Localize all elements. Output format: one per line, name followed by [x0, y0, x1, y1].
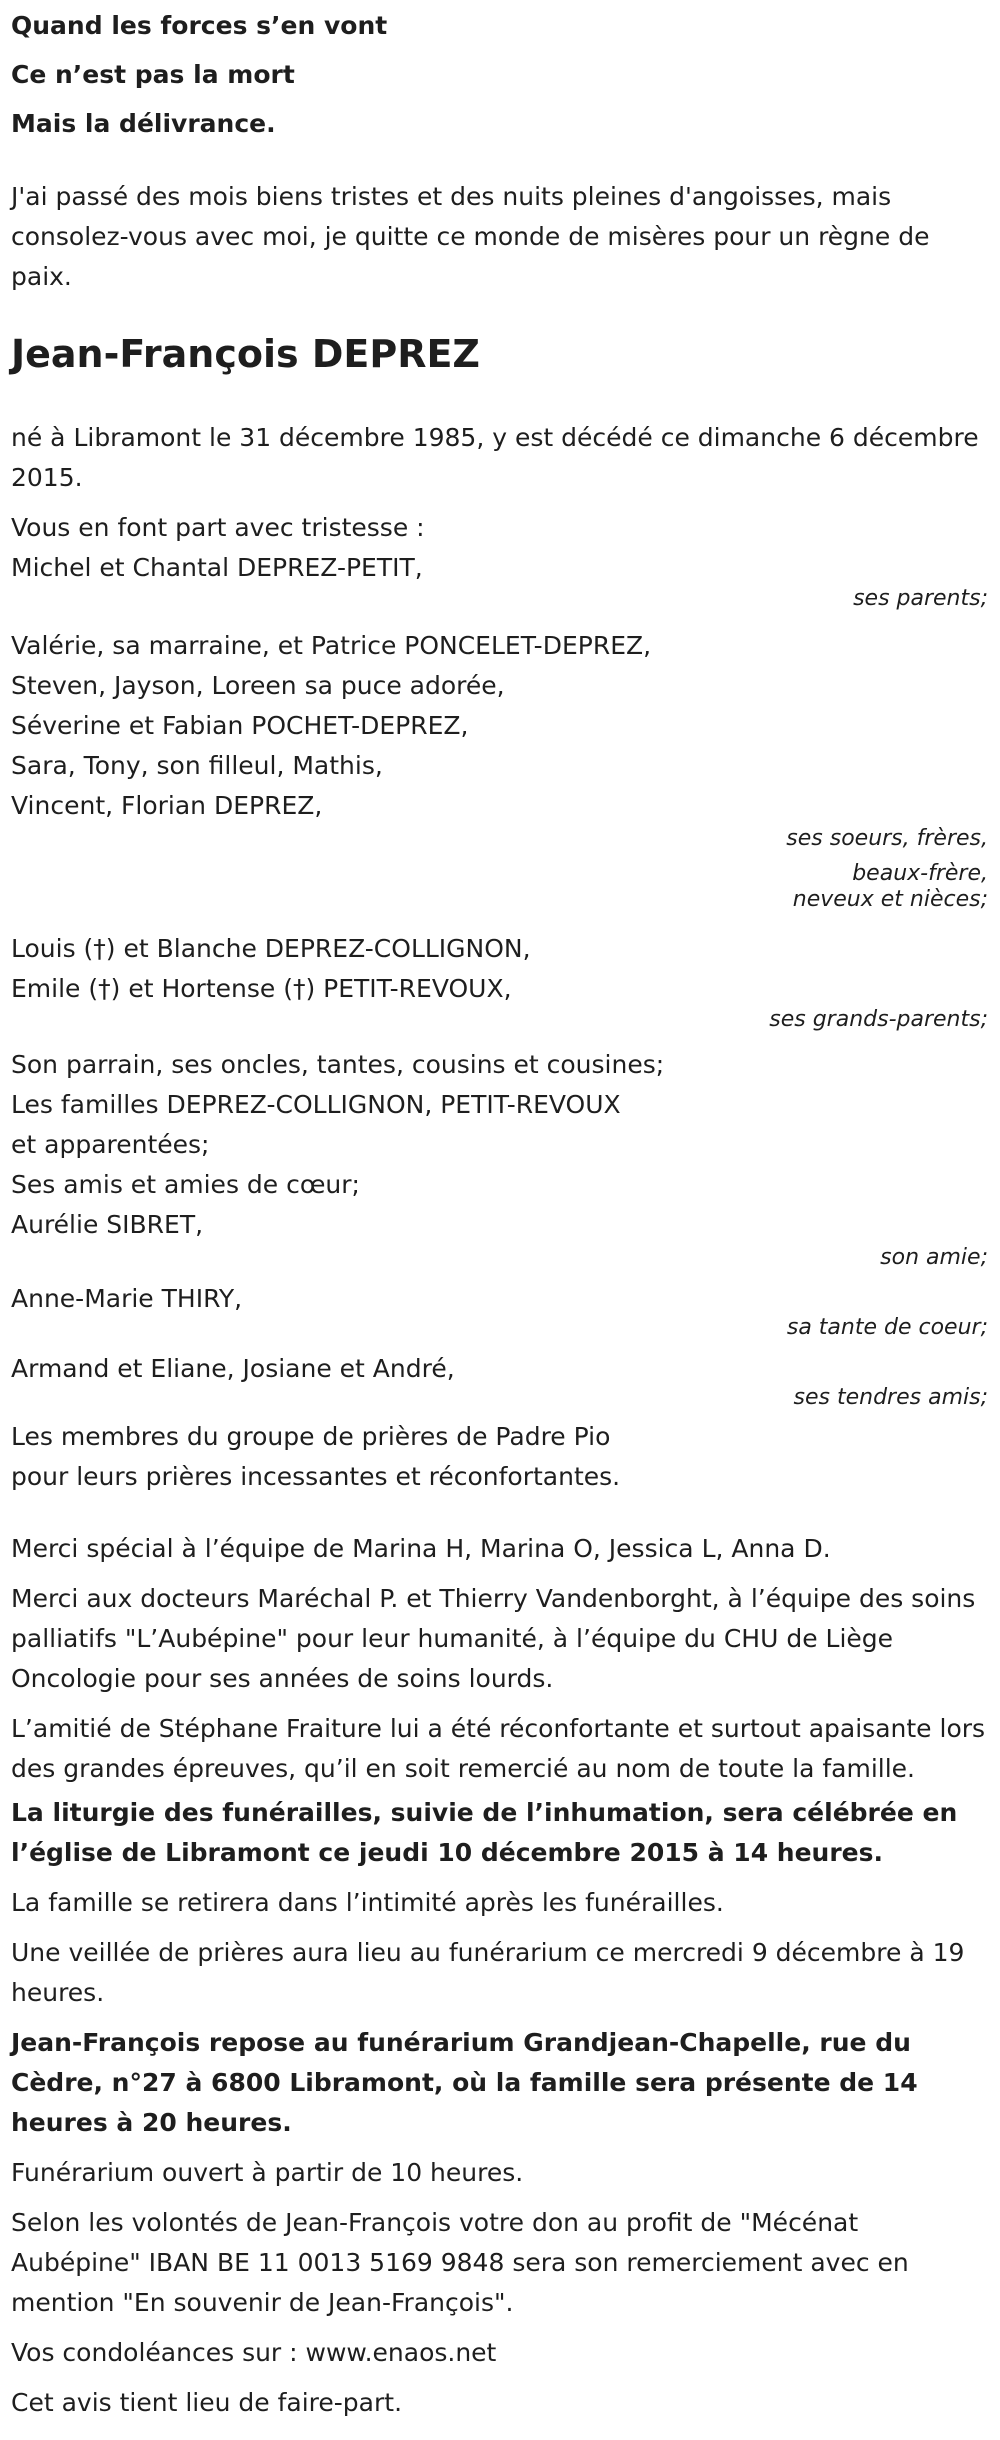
list-item: pour leurs prières incessantes et réconfortantes.	[11, 1462, 621, 1491]
verse-line: Ce n’est pas la mort	[11, 60, 295, 89]
aunt-relation: sa tante de coeur;	[786, 1315, 988, 1340]
thanks-doctors: Merci aux docteurs Maréchal P. et Thierry Vandenborght, à l’équipe des soins palliatifs "L’Aubépine" pour leur humanité, à l’équipe du CHU de Liège Oncologie pour ses années de soins lourds.	[11, 1584, 976, 1693]
open-hours-text: Funérarium ouvert à partir de 10 heures.	[11, 2158, 524, 2187]
birth-death-text: né à Libramont le 31 décembre 1985, y est décédé ce dimanche 6 décembre 2015.	[11, 423, 979, 492]
obituary-page	[0, 6, 1000, 2440]
closing-text: Cet avis tient lieu de faire-part.	[11, 2388, 403, 2417]
parents-names: Michel et Chantal DEPREZ-PETIT,	[11, 553, 423, 582]
grandparents-list	[11, 929, 990, 1009]
friendship-text: L’amitié de Stéphane Fraiture lui a été réconfortante et surtout apaisante lors des grandes épreuves, qu’il en soit remercié au nom de toute la famille.	[11, 1714, 986, 1783]
list-item: Ses amis et amies de cœur;	[11, 1170, 360, 1199]
relation-line: neveux et nièces;	[792, 887, 988, 912]
list-item: Vincent, Florian DEPREZ,	[11, 791, 323, 820]
family-list	[11, 1045, 990, 1245]
list-item: Les familles DEPREZ-COLLIGNON, PETIT-REVOUX	[11, 1090, 621, 1119]
parents-relation: ses parents;	[853, 586, 988, 611]
friends-names: Armand et Eliane, Josiane et André,	[11, 1354, 455, 1383]
deceased-name: Jean-François DEPREZ	[11, 332, 480, 376]
list-item: Valérie, sa marraine, et Patrice PONCELET-DEPREZ,	[11, 631, 652, 660]
verse-line: Mais la délivrance.	[11, 109, 276, 138]
condolences-text: Vos condoléances sur : www.enaos.net	[11, 2338, 497, 2367]
list-item: Emile (†) et Hortense (†) PETIT-REVOUX,	[11, 974, 512, 1003]
list-item: Sara, Tony, son filleul, Mathis,	[11, 751, 383, 780]
donation-text: Selon les volontés de Jean-François votre don au profit de "Mécénat Aubépine" IBAN BE 11 0013 5169 9848 sera son remerciement avec en mention "En souvenir de Jean-François".	[11, 2208, 909, 2317]
relation-line: ses soeurs, frères,	[786, 826, 988, 851]
intro-paragraph: J'ai passé des mois biens tristes et des nuits pleines d'angoisses, mais consolez-vous avec moi, je quitte ce monde de misères pour un règne de paix.	[11, 182, 930, 291]
grandparents-relation: ses grands-parents;	[769, 1007, 988, 1032]
list-item: Aurélie SIBRET,	[11, 1210, 204, 1239]
aunt-name: Anne-Marie THIRY,	[11, 1284, 243, 1313]
list-item: et apparentées;	[11, 1130, 210, 1159]
list-item: Louis (†) et Blanche DEPREZ-COLLIGNON,	[11, 934, 531, 963]
verse-line: Quand les forces s’en vont	[11, 11, 388, 40]
list-item: Séverine et Fabian POCHET-DEPREZ,	[11, 711, 469, 740]
friends-relation: ses tendres amis;	[793, 1385, 988, 1410]
thanks-team: Merci spécial à l’équipe de Marina H, Marina O, Jessica L, Anna D.	[11, 1534, 831, 1563]
liturgy-text: La liturgie des funérailles, suivie de l’inhumation, sera célébrée en l’église de Libramont ce jeudi 10 décembre 2015 à 14 heures.	[11, 1798, 958, 1867]
prayer-group	[11, 1417, 990, 1497]
vigil-text: Une veillée de prières aura lieu au funérarium ce mercredi 9 décembre à 19 heures.	[11, 1938, 965, 2007]
siblings-relation	[11, 824, 990, 913]
rests-text: Jean-François repose au funérarium Grandjean-Chapelle, rue du Cèdre, n°27 à 6800 Libramont, où la famille sera présente de 14 heures à 20 heures.	[11, 2028, 918, 2137]
girlfriend-relation: son amie;	[880, 1245, 988, 1270]
siblings-list	[11, 626, 990, 826]
announce-intro: Vous en font part avec tristesse :	[11, 513, 425, 542]
list-item: Les membres du groupe de prières de Padre Pio	[11, 1422, 611, 1451]
list-item: Steven, Jayson, Loreen sa puce adorée,	[11, 671, 505, 700]
relation-line: beaux-frère,	[852, 861, 988, 886]
list-item: Son parrain, ses oncles, tantes, cousins et cousines;	[11, 1050, 665, 1079]
intimacy-text: La famille se retirera dans l’intimité après les funérailles.	[11, 1888, 724, 1917]
